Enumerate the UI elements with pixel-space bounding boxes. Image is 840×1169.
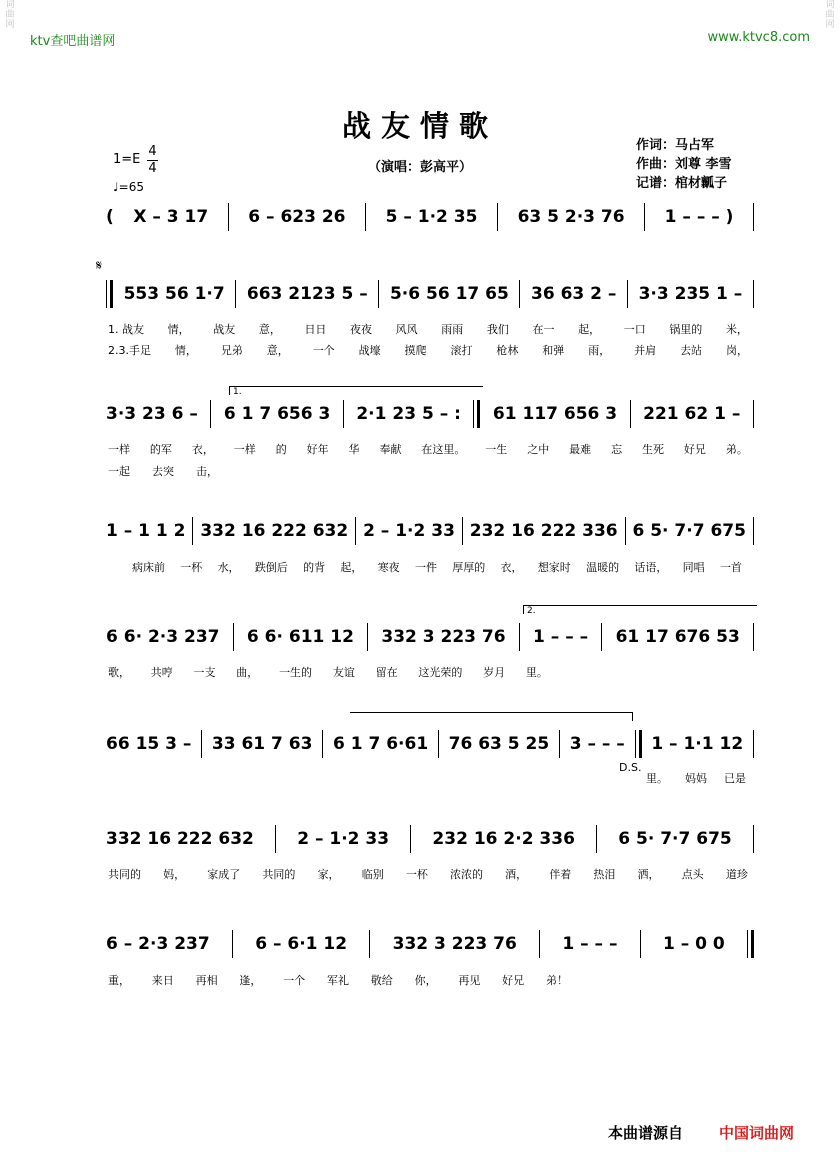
lyric-word: 米， bbox=[725, 323, 748, 336]
bar-line bbox=[601, 623, 602, 651]
lyric-word: 逢， bbox=[239, 974, 262, 987]
lyric-word: 一件 bbox=[414, 561, 437, 574]
lyric-word: 风风 bbox=[395, 323, 418, 336]
lyric-line-8 bbox=[108, 972, 568, 988]
lyric-line-7 bbox=[108, 866, 748, 882]
bar-line bbox=[106, 280, 113, 308]
bar-line bbox=[438, 730, 439, 758]
bar-line bbox=[233, 623, 234, 651]
bar-line bbox=[210, 400, 211, 428]
lyric-word: 病床前 bbox=[132, 561, 165, 574]
score-row-5 bbox=[106, 623, 754, 651]
measure: 6 – 623 26 bbox=[248, 207, 346, 227]
tempo-mark: ♩=65 bbox=[113, 180, 144, 194]
lyric-word: 奉献 bbox=[379, 443, 402, 456]
lyric-word: 歌， bbox=[108, 666, 130, 679]
bar-line bbox=[322, 730, 323, 758]
lyric-word: 在一 bbox=[532, 323, 555, 336]
measure: 5·6 56 17 65 bbox=[389, 284, 509, 304]
measure: 6 6· 2·3 237 bbox=[106, 627, 220, 647]
bar-line bbox=[367, 623, 368, 651]
measure: 663 2123 5 – bbox=[246, 284, 368, 304]
left-edge-watermark: 词曲网 bbox=[5, 0, 15, 30]
paren-open: ( bbox=[106, 207, 114, 227]
lyric-word: 一口 bbox=[623, 323, 646, 336]
lyric-word: 1. 战友 bbox=[108, 323, 144, 336]
lyric-word: 好兄 bbox=[683, 443, 706, 456]
lyric-word: 寒夜 bbox=[377, 561, 400, 574]
lyric-word: 弟！ bbox=[545, 974, 568, 987]
score-row-2 bbox=[106, 280, 754, 308]
bar-line bbox=[625, 517, 626, 545]
measure: 6 – 6·1 12 bbox=[255, 934, 348, 954]
lyric-word: 好兄 bbox=[502, 974, 525, 987]
bar-line bbox=[753, 623, 754, 651]
lyric-word: 雨雨 bbox=[441, 323, 464, 336]
measure: 332 16 222 632 bbox=[106, 829, 254, 849]
lyric-word: 华 bbox=[348, 443, 360, 456]
measure: 63 5 2·3 76 bbox=[517, 207, 625, 227]
lyric-word: 曲， bbox=[236, 666, 259, 679]
bar-line bbox=[753, 825, 754, 853]
meter-bottom: 4 bbox=[148, 161, 157, 176]
lyric-line-6 bbox=[646, 770, 746, 786]
measure: 6 1 7 656 3 bbox=[223, 404, 331, 424]
lyric-word: 在这里。 bbox=[421, 443, 466, 456]
bar-line bbox=[627, 280, 628, 308]
bar-line bbox=[378, 280, 379, 308]
lyric-word: 再见 bbox=[458, 974, 481, 987]
measure: 3·3 23 6 – bbox=[106, 404, 198, 424]
lyric-word: 家成了 bbox=[207, 868, 241, 881]
lyric-word: 衣， bbox=[191, 443, 214, 456]
lyric-word: 里。 bbox=[525, 666, 548, 679]
lyric-line-3a bbox=[108, 441, 748, 457]
measure: 332 3 223 76 bbox=[381, 627, 506, 647]
measure: 553 56 1·7 bbox=[123, 284, 225, 304]
footer-source-label: 本曲谱源自 bbox=[608, 1124, 684, 1142]
lyric-word: 热泪 bbox=[593, 868, 616, 881]
lyric-word: 一杯 bbox=[405, 868, 428, 881]
measure: 3 – – – bbox=[569, 734, 625, 754]
lyric-word: 一个 bbox=[283, 974, 306, 987]
lyric-word: 酒， bbox=[505, 868, 528, 881]
lyric-word: 话语， bbox=[634, 561, 668, 574]
measure: 332 16 222 632 bbox=[200, 521, 349, 541]
measure: 5 – 1·2 35 bbox=[385, 207, 478, 227]
lyric-word: 妈妈 bbox=[685, 772, 707, 785]
lyric-word: 一样 bbox=[108, 443, 130, 456]
transcriber-credit: 记谱：棺材瓤子 bbox=[636, 176, 728, 191]
score-row-6 bbox=[106, 730, 754, 758]
lyric-line-5 bbox=[108, 664, 548, 680]
lyric-word: 来日 bbox=[151, 974, 174, 987]
composer-credit: 作曲：刘尊 李雪 bbox=[636, 157, 732, 172]
ds-mark: D.S. bbox=[619, 761, 642, 774]
lyric-word: 你， bbox=[414, 974, 437, 987]
lyric-word: 一生的 bbox=[279, 666, 313, 679]
lyric-word: 锅里的 bbox=[669, 323, 703, 336]
lyric-word: 共同的 bbox=[108, 868, 141, 881]
bar-line bbox=[365, 203, 366, 231]
volta-2: 2. bbox=[523, 605, 757, 614]
lyric-word: 的军 bbox=[149, 443, 172, 456]
lyric-word: 温暖的 bbox=[586, 561, 620, 574]
lyric-word: 留在 bbox=[375, 666, 398, 679]
segno-sign: 𝄋 bbox=[96, 258, 103, 274]
lyric-word: 浓浓的 bbox=[449, 868, 483, 881]
lyric-word: 一支 bbox=[193, 666, 216, 679]
lyric-word: 跌倒后 bbox=[254, 561, 288, 574]
bar-line bbox=[355, 517, 356, 545]
lyric-word: 我们 bbox=[486, 323, 509, 336]
lyric-line-4 bbox=[132, 559, 742, 575]
lyric-word: 一个 bbox=[312, 344, 335, 357]
lyric-word: 水， bbox=[217, 561, 240, 574]
bar-line bbox=[232, 930, 233, 958]
measure: 2 – 1·2 33 bbox=[297, 829, 390, 849]
bar-line bbox=[753, 280, 754, 308]
measure: 1 – 1·1 12 bbox=[651, 734, 744, 754]
lyric-word: 道珍 bbox=[725, 868, 748, 881]
measure: 6 5· 7·7 675 bbox=[632, 521, 746, 541]
meter-top: 4 bbox=[148, 144, 157, 159]
bar-line bbox=[559, 730, 560, 758]
lyric-word: 并肩 bbox=[634, 344, 657, 357]
lyric-word: 最难 bbox=[569, 443, 592, 456]
lyric-word: 忘 bbox=[611, 443, 623, 456]
lyric-word: 之中 bbox=[527, 443, 550, 456]
lyric-word: 意， bbox=[266, 344, 289, 357]
bar-line bbox=[539, 930, 540, 958]
song-title: 战友情歌 bbox=[341, 109, 498, 143]
bar-line bbox=[201, 730, 202, 758]
lyric-word: 里。 bbox=[646, 772, 668, 785]
singer-credit: （演唱：彭高平） bbox=[367, 160, 472, 175]
bar-line bbox=[644, 203, 645, 231]
lyric-word: 想家时 bbox=[537, 561, 571, 574]
lyric-word: 雨， bbox=[588, 344, 611, 357]
lyric-word: 兄弟 bbox=[220, 344, 243, 357]
bar-line bbox=[753, 517, 754, 545]
time-signature bbox=[147, 145, 158, 176]
measure: 66 15 3 – bbox=[106, 734, 192, 754]
bar-line bbox=[497, 203, 498, 231]
lyric-word: 日日 bbox=[304, 323, 327, 336]
lyric-word: 临别 bbox=[361, 868, 384, 881]
lyric-word: 重， bbox=[108, 974, 130, 987]
bar-line bbox=[596, 825, 597, 853]
measure: X – 3 17 bbox=[133, 207, 209, 227]
bar-line bbox=[753, 730, 754, 758]
lyric-word: 一生 bbox=[485, 443, 508, 456]
lyric-word: 的 bbox=[275, 443, 287, 456]
lyric-word: 摸爬 bbox=[404, 344, 427, 357]
measure: 2·1 23 5 – : bbox=[356, 404, 461, 424]
measure: 232 16 2·2 336 bbox=[432, 829, 575, 849]
measure: 1 – – – bbox=[533, 627, 589, 647]
bar-line bbox=[519, 280, 520, 308]
lyric-word: 情， bbox=[167, 323, 190, 336]
repeat-bracket bbox=[350, 712, 633, 721]
score-row-1 bbox=[106, 203, 754, 231]
lyric-word: 情， bbox=[174, 344, 197, 357]
lyric-word: 去站 bbox=[680, 344, 703, 357]
bar-line bbox=[635, 730, 642, 758]
lyric-line-2b bbox=[108, 342, 748, 358]
lyric-word: 去突 bbox=[152, 465, 174, 478]
measure: 3·3 235 1 – bbox=[638, 284, 743, 304]
lyric-word: 岗， bbox=[725, 344, 748, 357]
lyric-word: 一起 bbox=[108, 465, 130, 478]
lyric-word: 妈， bbox=[163, 868, 186, 881]
measure: 1 – – – ) bbox=[664, 207, 734, 227]
measure: 61 17 676 53 bbox=[615, 627, 740, 647]
measure: 1 – 1 1 2 bbox=[106, 521, 186, 541]
lyric-word: 战友 bbox=[213, 323, 236, 336]
measure: 232 16 222 336 bbox=[469, 521, 618, 541]
site-name-left[interactable]: ktv查吧曲谱网 bbox=[30, 34, 116, 49]
measure: 6 1 7 6·61 bbox=[332, 734, 429, 754]
key-signature: 1=E bbox=[113, 152, 141, 167]
lyric-word: 起， bbox=[578, 323, 601, 336]
lyric-word: 衣， bbox=[500, 561, 523, 574]
measure: 6 – 2·3 237 bbox=[106, 934, 210, 954]
bar-line bbox=[228, 203, 229, 231]
lyricist-credit: 作词：马占军 bbox=[636, 138, 715, 153]
bar-line bbox=[630, 400, 631, 428]
lyric-word: 已是 bbox=[724, 772, 746, 785]
lyric-word: 友谊 bbox=[332, 666, 355, 679]
lyric-word: 共同的 bbox=[262, 868, 296, 881]
lyric-word: 点头 bbox=[681, 868, 704, 881]
site-url-right[interactable]: www.ktvc8.com bbox=[707, 30, 810, 45]
lyric-line-3b bbox=[108, 463, 218, 479]
measure: 1 – 0 0 bbox=[662, 934, 725, 954]
lyric-word: 一杯 bbox=[180, 561, 203, 574]
measure: 2 – 1·2 33 bbox=[363, 521, 455, 541]
lyric-word: 生死 bbox=[641, 443, 664, 456]
measure: 33 61 7 63 bbox=[211, 734, 313, 754]
lyric-line-2a bbox=[108, 321, 748, 337]
score-row-3 bbox=[106, 400, 754, 428]
lyric-word: 家， bbox=[317, 868, 340, 881]
measure: 6 6· 611 12 bbox=[246, 627, 354, 647]
volta-1: 1. bbox=[229, 386, 483, 395]
lyric-word: 意， bbox=[258, 323, 281, 336]
lyric-word: 的背 bbox=[303, 561, 326, 574]
lyric-word: 一首 bbox=[719, 561, 742, 574]
lyric-word: 好年 bbox=[306, 443, 329, 456]
lyric-word: 厚厚的 bbox=[452, 561, 486, 574]
bar-line bbox=[753, 400, 754, 428]
lyric-word: 战壕 bbox=[358, 344, 381, 357]
right-edge-watermark: 词曲网 bbox=[825, 0, 835, 30]
measure: 6 5· 7·7 675 bbox=[618, 829, 732, 849]
bar-line bbox=[343, 400, 344, 428]
lyric-word: 2.3.手足 bbox=[108, 344, 151, 357]
lyric-word: 军礼 bbox=[326, 974, 349, 987]
lyric-word: 弟。 bbox=[725, 443, 748, 456]
lyric-word: 共哼 bbox=[150, 666, 173, 679]
measure: 36 63 2 – bbox=[531, 284, 617, 304]
lyric-word: 夜夜 bbox=[350, 323, 373, 336]
bar-line bbox=[753, 203, 754, 231]
measure: 221 62 1 – bbox=[643, 404, 741, 424]
bar-line bbox=[235, 280, 236, 308]
bar-line bbox=[462, 517, 463, 545]
measure: 1 – – – bbox=[562, 934, 618, 954]
measure: 61 117 656 3 bbox=[492, 404, 618, 424]
lyric-word: 洒， bbox=[637, 868, 660, 881]
credits-block bbox=[636, 136, 732, 193]
bar-line bbox=[275, 825, 276, 853]
bar-line bbox=[473, 400, 480, 428]
lyric-word: 同唱 bbox=[682, 561, 705, 574]
bar-line bbox=[410, 825, 411, 853]
lyric-word: 敬给 bbox=[370, 974, 393, 987]
bar-line bbox=[519, 623, 520, 651]
footer-source-link[interactable]: 中国词曲网 bbox=[719, 1124, 795, 1142]
lyric-word: 击， bbox=[196, 465, 218, 478]
lyric-word: 岁月 bbox=[483, 666, 506, 679]
lyric-word: 一样 bbox=[233, 443, 256, 456]
lyric-word: 和弹 bbox=[542, 344, 565, 357]
lyric-word: 伴着 bbox=[549, 868, 572, 881]
lyric-word: 枪林 bbox=[496, 344, 519, 357]
bar-line bbox=[369, 930, 370, 958]
measure: 76 63 5 25 bbox=[448, 734, 550, 754]
score-row-7 bbox=[106, 825, 754, 853]
bar-line bbox=[640, 930, 641, 958]
measure: 332 3 223 76 bbox=[392, 934, 517, 954]
bar-line bbox=[192, 517, 193, 545]
lyric-word: 这光荣的 bbox=[418, 666, 463, 679]
score-row-8 bbox=[106, 930, 754, 958]
lyric-word: 再相 bbox=[195, 974, 218, 987]
bar-line bbox=[747, 930, 754, 958]
score-row-4 bbox=[106, 517, 754, 545]
lyric-word: 起， bbox=[340, 561, 363, 574]
lyric-word: 滚打 bbox=[450, 344, 473, 357]
